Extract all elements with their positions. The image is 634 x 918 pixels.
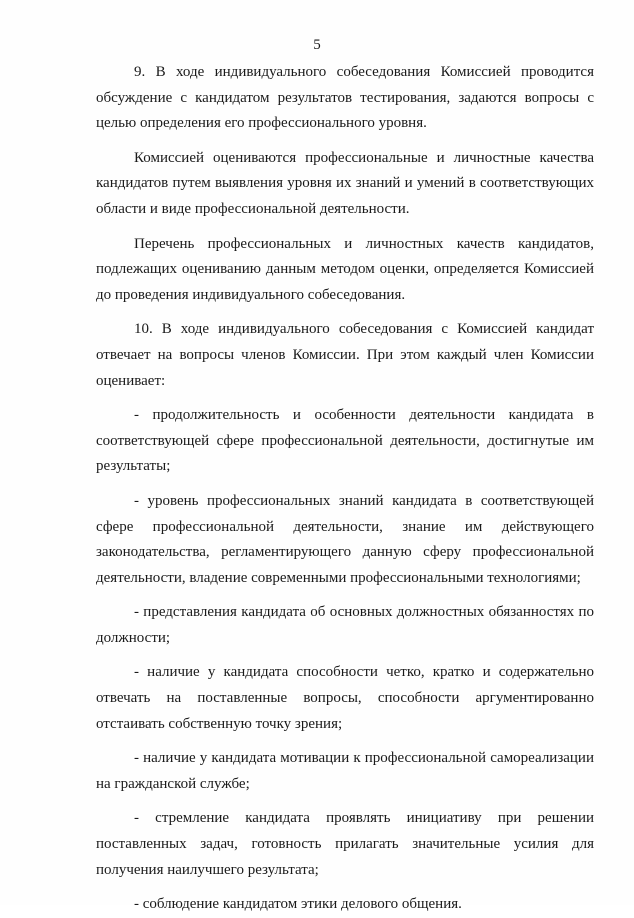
list-item-motivation: - наличие у кандидата мотивации к профессиональной самореализации на гражданской службе; [96,750,594,792]
paragraph-commission-evaluation: Комиссией оцениваются профессиональные и личностные качества кандидатов путем выявления уровня их знаний и умений в соответствующих области и виде профессиональной деятельности. [96,149,594,217]
list-item-initiative: - стремление кандидата проявлять инициативу при решении поставленных задач, готовность прилагать значительные усилия для получения наилучшего результата; [96,810,594,878]
paragraph-qualities-list: Перечень профессиональных и личностных качеств кандидатов, подлежащих оцениванию данным методом оценки, определяется Комиссией до проведения индивидуального собеседования. [96,235,594,303]
list-item-duties-understanding: - представления кандидата об основных должностных обязанностях по должности; [96,604,594,646]
paragraph-interview-questions: 10. В ходе индивидуального собеседования с Комиссией кандидат отвечает на вопросы членов Комиссии. При этом каждый член Комиссии оценивает: [96,321,594,389]
page-number: 5 [313,37,321,53]
list-item-knowledge-level: - уровень профессиональных знаний кандидата в соответствующей сфере профессиональной деятельности, знание им действующего законодательства, регламентирующего данную сферу профессиональной деятельности, владение современными профессиональными технологиями; [96,492,594,586]
paragraph-interview-discussion: 9. В ходе индивидуального собеседования Комиссией проводится обсуждение с кандидатом результатов тестирования, задаются вопросы с целью определения его профессионального уровня. [96,64,594,132]
list-item-experience: - продолжительность и особенности деятельности кандидата в соответствующей сфере профессиональной деятельности, достигнутые им результаты; [96,407,594,475]
list-item-answer-ability: - наличие у кандидата способности четко, кратко и содержательно отвечать на поставленные вопросы, способности аргументированно отстаивать собственную точку зрения; [96,664,594,732]
document-body [96,60,594,918]
list-item-ethics: - соблюдение кандидатом этики делового общения. [134,896,462,913]
